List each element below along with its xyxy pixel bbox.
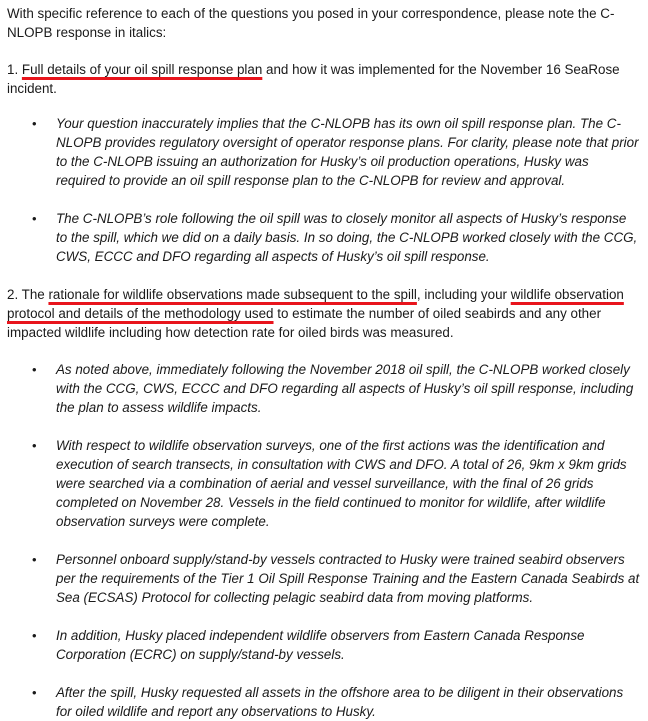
question-2-mid: , including your bbox=[416, 287, 511, 302]
question-2-answers bbox=[7, 360, 642, 721]
bullet-icon: • bbox=[32, 116, 37, 131]
question-1-answers bbox=[7, 114, 642, 266]
question-2-highlight-rationale: rationale for wildlife observations made subsequent to the spill bbox=[48, 287, 417, 302]
answer-text: After the spill, Husky requested all assets in the offshore area to be diligent in their observations for oiled wildlife and report any observations to Husky. bbox=[56, 685, 624, 719]
question-2-number: 2. The bbox=[7, 287, 49, 302]
answer-item bbox=[7, 683, 642, 721]
question-2 bbox=[7, 285, 642, 342]
bullet-icon: • bbox=[32, 685, 37, 700]
answer-item bbox=[7, 626, 642, 664]
bullet-icon: • bbox=[32, 362, 37, 377]
intro-paragraph: With specific reference to each of the questions you posed in your correspondence, please note the C-NLOPB response in italics: bbox=[7, 6, 615, 40]
answer-item bbox=[7, 550, 642, 607]
answer-text: As noted above, immediately following the November 2018 oil spill, the C-NLOPB worked closely with the CCG, CWS, ECCC and DFO regarding all aspects of Husky’s oil spill response, including the plan to assess wildlife impacts. bbox=[56, 362, 634, 415]
question-2-highlight-protocol: wildlife observation protocol and details of the methodology used bbox=[7, 287, 624, 321]
question-1-highlight: Full details of your oil spill response plan bbox=[21, 62, 263, 77]
answer-item bbox=[7, 209, 642, 266]
question-1 bbox=[7, 60, 642, 98]
answer-text: The C-NLOPB’s role following the oil spill was to closely monitor all aspects of Husky’s response to the spill, which we did on a daily basis. In so doing, the C-NLOPB worked closely with the CCG, CWS, ECCC and DFO regarding all aspects of Husky’s oil spill response. bbox=[56, 211, 638, 264]
bullet-icon: • bbox=[32, 628, 37, 643]
answer-text: In addition, Husky placed independent wildlife observers from Eastern Canada Response Corporation (ECRC) on supply/stand-by vessels. bbox=[56, 628, 585, 662]
bullet-icon: • bbox=[32, 552, 37, 567]
answer-text: Personnel onboard supply/stand-by vessels contracted to Husky were trained seabird observers per the requirements of the Tier 1 Oil Spill Response Training and the Eastern Canada Seabirds at Sea (ECSAS) Protocol for collecting pelagic seabird data from moving platforms. bbox=[56, 552, 640, 605]
answer-item bbox=[7, 360, 642, 417]
question-1-rest: and how it was implemented for the November 16 SeaRose incident. bbox=[7, 62, 620, 96]
answer-item bbox=[7, 114, 642, 190]
answer-text: Your question inaccurately implies that the C-NLOPB has its own oil spill response plan. The C-NLOPB provides regulatory oversight of operator response plans. For clarity, please note that prior to the C-NLOPB issuing an authorization for Husky’s oil production operations, Husky was required to provide an oil spill response plan to the C-NLOPB for review and approval. bbox=[56, 116, 639, 188]
bullet-icon: • bbox=[32, 211, 37, 226]
bullet-icon: • bbox=[32, 438, 37, 453]
question-1-number: 1. bbox=[7, 62, 22, 77]
answer-item bbox=[7, 436, 642, 531]
answer-text: With respect to wildlife observation surveys, one of the first actions was the identification and execution of search transects, in consultation with CWS and DFO. A total of 26, 9km x 9km grids were searched via a combination of aerial and vessel surveillance, with the final of 26 grids completed on November 28. Vessels in the field continued to monitor for wildlife, after wildlife observation surveys were complete. bbox=[56, 438, 627, 529]
question-2-rest: to estimate the number of oiled seabirds and any other impacted wildlife including how detection rate for oiled birds was measured. bbox=[7, 306, 602, 340]
